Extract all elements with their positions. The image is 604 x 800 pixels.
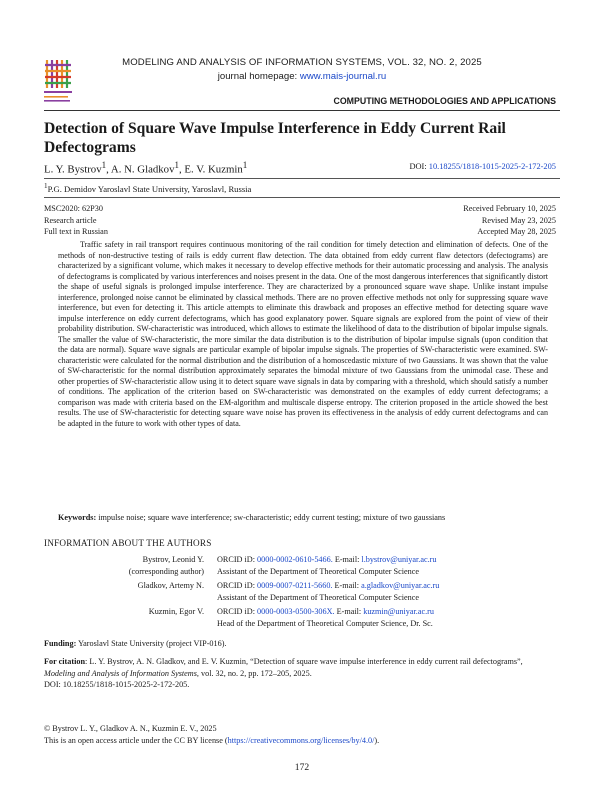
doi: [409, 162, 556, 171]
author-info-details: [217, 554, 557, 577]
author-name: A. N. Gladkov: [110, 163, 175, 176]
section-label: COMPUTING METHODOLOGIES AND APPLICATIONS: [333, 96, 556, 106]
author-info-position: Assistant of the Department of Theoretical Computer Science: [217, 592, 419, 602]
orcid-link[interactable]: 0000-0003-0500-306X.: [257, 607, 335, 616]
author-info-role: (corresponding author): [128, 566, 204, 576]
email-link[interactable]: kuzmin@uniyar.ac.ru: [363, 607, 434, 616]
homepage-label: journal homepage:: [217, 71, 298, 82]
email-link[interactable]: l.bystrov@uniyar.ac.ru: [361, 555, 437, 564]
funding: [44, 639, 226, 648]
affiliation: [44, 182, 251, 194]
abstract: Traffic safety in rail transport requires continuous monitoring of the rail condition for timely detection and elimination of defects. One of the methods of non-destructive testing of rails is eddy current flaw detection. The data obtained from eddy current flaw detectors (defectograms) are characterized by a significant volume, which makes it necessary to develop effective methods for their automatic processing and analysis. The analysis of defectograms is complicated by various interferences and noises present in the data. One of the most dangerous interferences that significantly distort the shape of useful signals is prolonged impulse interference. They are characterized by a pronounced square wave shape. Unlike instant impulse interference, prolonged noise cannot be eliminated by classical methods. There are no proven effective methods not only for suppressing square wave interference, but even for detecting it. This article attempts to eliminate this drawback and proposes an effective method for detecting square wave impulse interference on eddy current defectograms, which has good explanatory power. Square signals are explored from the point of view of their probability distribution. SW-characteristic was introduced, which allows to estimate the likelihood of data to the distribution of bipolar impulse signals. The smaller the value of SW-characteristic, the more similar the data distribution is to the distribution of bipolar impulse signals (upon condition that the data are normal). Square wave signals are particular example of bipolar impulse signals. The properties of SW-characteristic were examined. SW-characteristic were calculated for the normal distribution and the distribution of a homoscedastic mixture of two Gaussians. It was shown that the value of SW-characteristic for the normal distribution approximately separates the bimodal mixture of two Gaussians from the unimodal case. These and other properties of SW-characteristic allow using it to detect square wave signals in data by comparing with a threshold, which should satisfy a number of conditions. The application of the criterion based on SW-characteristic was demonstrated on the examples of eddy current defectograms; a comparison was made with criteria based on the EM-algorithm and multiscale disperse entropy. The criterion proposed in the article showed the best results. The use of SW-characteristic for detecting square wave noise has proven its effectiveness in the analysis of eddy current defectograms and can be adapted in the future to work with other types of data.: [58, 240, 548, 428]
email-label: E-mail:: [334, 581, 360, 590]
affiliation-text: P.G. Demidov Yaroslavl State University, Yaroslavl, Russia: [47, 183, 252, 194]
section-divider: [44, 110, 560, 111]
author-info-name: Gladkov, Artemy N.: [137, 581, 204, 590]
author-info-name-cell: [44, 606, 204, 618]
authors-info-heading: INFORMATION ABOUT THE AUTHORS: [44, 538, 212, 548]
citation-journal: Modeling and Analysis of Information Systems: [44, 668, 197, 678]
funding-text: Yaroslavl State University (project VIP-016).: [78, 639, 227, 648]
citation-label: For citation: [44, 657, 86, 666]
keywords: [58, 513, 548, 522]
email-label: E-mail:: [336, 607, 362, 616]
article-meta-left: [44, 203, 108, 238]
license-suffix: ).: [374, 735, 380, 745]
author-info-name: Bystrov, Leonid Y.: [142, 555, 204, 564]
article-dates: [463, 203, 556, 238]
received-date: Received February 10, 2025: [463, 204, 556, 213]
orcid-link[interactable]: 0000-0002-0610-5466.: [257, 555, 333, 564]
author-info-name: Kuzmin, Egor V.: [148, 607, 204, 616]
revised-date: Revised May 23, 2025: [481, 215, 556, 225]
author-info-position: Head of the Department of Theoretical Computer Science, Dr. Sc.: [217, 618, 433, 628]
author-info-name-cell: [44, 554, 204, 577]
author-affil-mark: 1: [174, 160, 179, 170]
email-link[interactable]: a.gladkov@uniyar.ac.ru: [361, 581, 440, 590]
page-number: 172: [294, 762, 310, 773]
journal-homepage: [0, 71, 604, 82]
msc-code: MSC2020: 62P30: [44, 204, 103, 213]
copyright: [44, 723, 379, 746]
article-type: Research article: [44, 215, 97, 225]
author-list: [44, 160, 247, 176]
keywords-label: Keywords:: [58, 513, 97, 522]
author-info-details: [217, 606, 557, 629]
author-affil-mark: 1: [242, 160, 248, 170]
journal-name: MODELING AND ANALYSIS OF INFORMATION SYSTEMS, VOL. 32, NO. 2, 2025: [122, 57, 482, 68]
article-language: Full text in Russian: [44, 227, 108, 236]
affiliation-mark: 1: [44, 182, 48, 190]
accepted-date: Accepted May 28, 2025: [477, 227, 556, 236]
license-line: [44, 735, 379, 747]
orcid-label: ORCID iD:: [217, 555, 255, 564]
article-title: Detection of Square Wave Impulse Interference in Eddy Current Rail Defectograms: [44, 120, 506, 156]
affiliation-divider-top: [44, 178, 560, 179]
author-separator: ,: [178, 163, 185, 176]
author-name: L. Y. Bystrov: [44, 163, 102, 176]
keywords-text: impulse noise; square wave interference; sw-characteristic; eddy current testing; mixture of two gaussians: [98, 513, 446, 522]
funding-label: Funding:: [44, 639, 77, 648]
author-info-details: [217, 580, 557, 603]
author-name: E. V. Kuzmin: [184, 163, 243, 176]
citation-volume: , vol. 32, no. 2, pp. 172–205, 2025.: [196, 668, 312, 678]
author-separator: ,: [106, 163, 111, 176]
email-label: E-mail:: [334, 555, 360, 564]
copyright-line: © Bystrov L. Y., Gladkov A. N., Kuzmin E. V., 2025: [44, 724, 217, 733]
citation-text: : L. Y. Bystrov, A. N. Gladkov, and E. V. Kuzmin, “Detection of square wave impulse interference in eddy current rail defectograms”,: [85, 657, 523, 666]
author-info-name-cell: [44, 580, 204, 592]
doi-label: DOI:: [409, 162, 427, 171]
orcid-link[interactable]: 0009-0007-0211-5660.: [257, 581, 333, 590]
orcid-label: ORCID iD:: [217, 607, 255, 616]
author-affil-mark: 1: [101, 160, 107, 170]
license-prefix: This is an open access article under the CC BY license (: [44, 735, 228, 745]
license-link[interactable]: https://creativecommons.org/licenses/by/4.0/: [227, 735, 375, 745]
citation: [44, 656, 556, 691]
affiliation-divider-bottom: [44, 197, 560, 198]
homepage-link[interactable]: www.mais-journal.ru: [299, 71, 387, 82]
orcid-label: ORCID iD:: [217, 581, 255, 590]
doi-link[interactable]: 10.18255/1818-1015-2025-2-172-205: [428, 162, 556, 171]
author-info-position: Assistant of the Department of Theoretical Computer Science: [217, 566, 419, 576]
citation-doi: DOI: 10.18255/1818-1015-2025-2-172-205.: [44, 680, 190, 689]
